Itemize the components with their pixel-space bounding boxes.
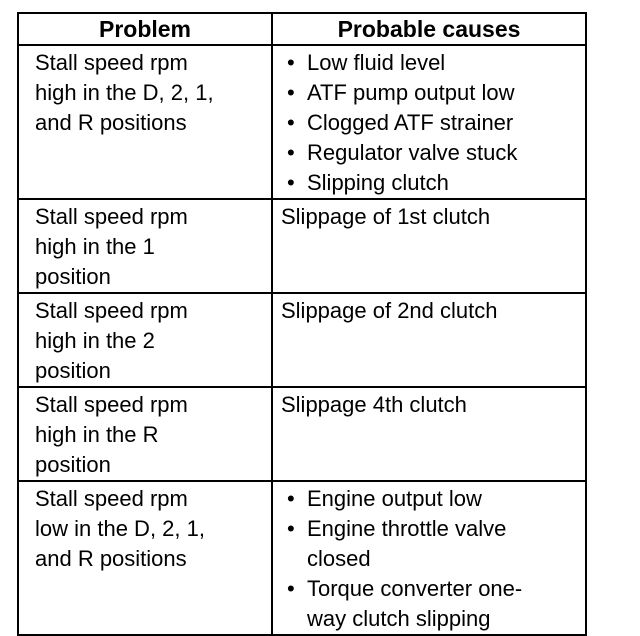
- list-item: [281, 138, 585, 168]
- table-row: [18, 293, 586, 387]
- causes-cell: [272, 387, 586, 481]
- table-row: [18, 481, 586, 635]
- problem-cell: [18, 45, 272, 199]
- causes-cell: [272, 293, 586, 387]
- causes-list: [281, 48, 585, 198]
- problem-cell: [18, 387, 272, 481]
- cause-text: Clogged ATF strainer: [307, 110, 514, 135]
- header-row: [18, 13, 586, 45]
- table-row: [18, 387, 586, 481]
- cause-text: Slipping clutch: [307, 170, 449, 195]
- cause-text: Torque converter one- way clutch slipping: [307, 576, 523, 631]
- bullet-icon: •: [287, 486, 295, 511]
- bullet-icon: •: [287, 110, 295, 135]
- causes-cell: [272, 199, 586, 293]
- cause-text: Slippage of 1st clutch: [281, 204, 491, 229]
- table-row: [18, 199, 586, 293]
- header-problem: Problem: [18, 13, 272, 45]
- cause-text: Slippage of 2nd clutch: [281, 298, 498, 323]
- cause-text: ATF pump output low: [307, 80, 515, 105]
- bullet-icon: •: [287, 50, 295, 75]
- cause-text: Slippage 4th clutch: [281, 392, 467, 417]
- header-probable-causes: Probable causes: [272, 13, 586, 45]
- cause-text: Engine throttle valve closed: [307, 516, 507, 571]
- causes-cell: [272, 481, 586, 635]
- problem-cell: [18, 481, 272, 635]
- list-item: [281, 484, 585, 514]
- list-item: [281, 108, 585, 138]
- causes-cell: [272, 45, 586, 199]
- cause-text: Engine output low: [307, 486, 482, 511]
- list-item: [281, 574, 585, 634]
- problem-text: Stall speed rpm high in the 2 position: [35, 298, 188, 383]
- problem-cell: [18, 199, 272, 293]
- list-item: [281, 168, 585, 198]
- bullet-icon: •: [287, 516, 295, 541]
- table-row: [18, 45, 586, 199]
- bullet-icon: •: [287, 170, 295, 195]
- list-item: [281, 78, 585, 108]
- cause-text: Low fluid level: [307, 50, 446, 75]
- problem-text: Stall speed rpm low in the D, 2, 1, and R positions: [35, 486, 205, 571]
- problem-text: Stall speed rpm high in the D, 2, 1, and R positions: [35, 50, 214, 135]
- troubleshooting-table: [17, 12, 587, 636]
- problem-text: Stall speed rpm high in the R position: [35, 392, 188, 477]
- list-item: [281, 48, 585, 78]
- bullet-icon: •: [287, 140, 295, 165]
- bullet-icon: •: [287, 576, 295, 601]
- causes-list: [281, 484, 585, 634]
- problem-cell: [18, 293, 272, 387]
- list-item: [281, 514, 585, 574]
- bullet-icon: •: [287, 80, 295, 105]
- problem-text: Stall speed rpm high in the 1 position: [35, 204, 188, 289]
- cause-text: Regulator valve stuck: [307, 140, 518, 165]
